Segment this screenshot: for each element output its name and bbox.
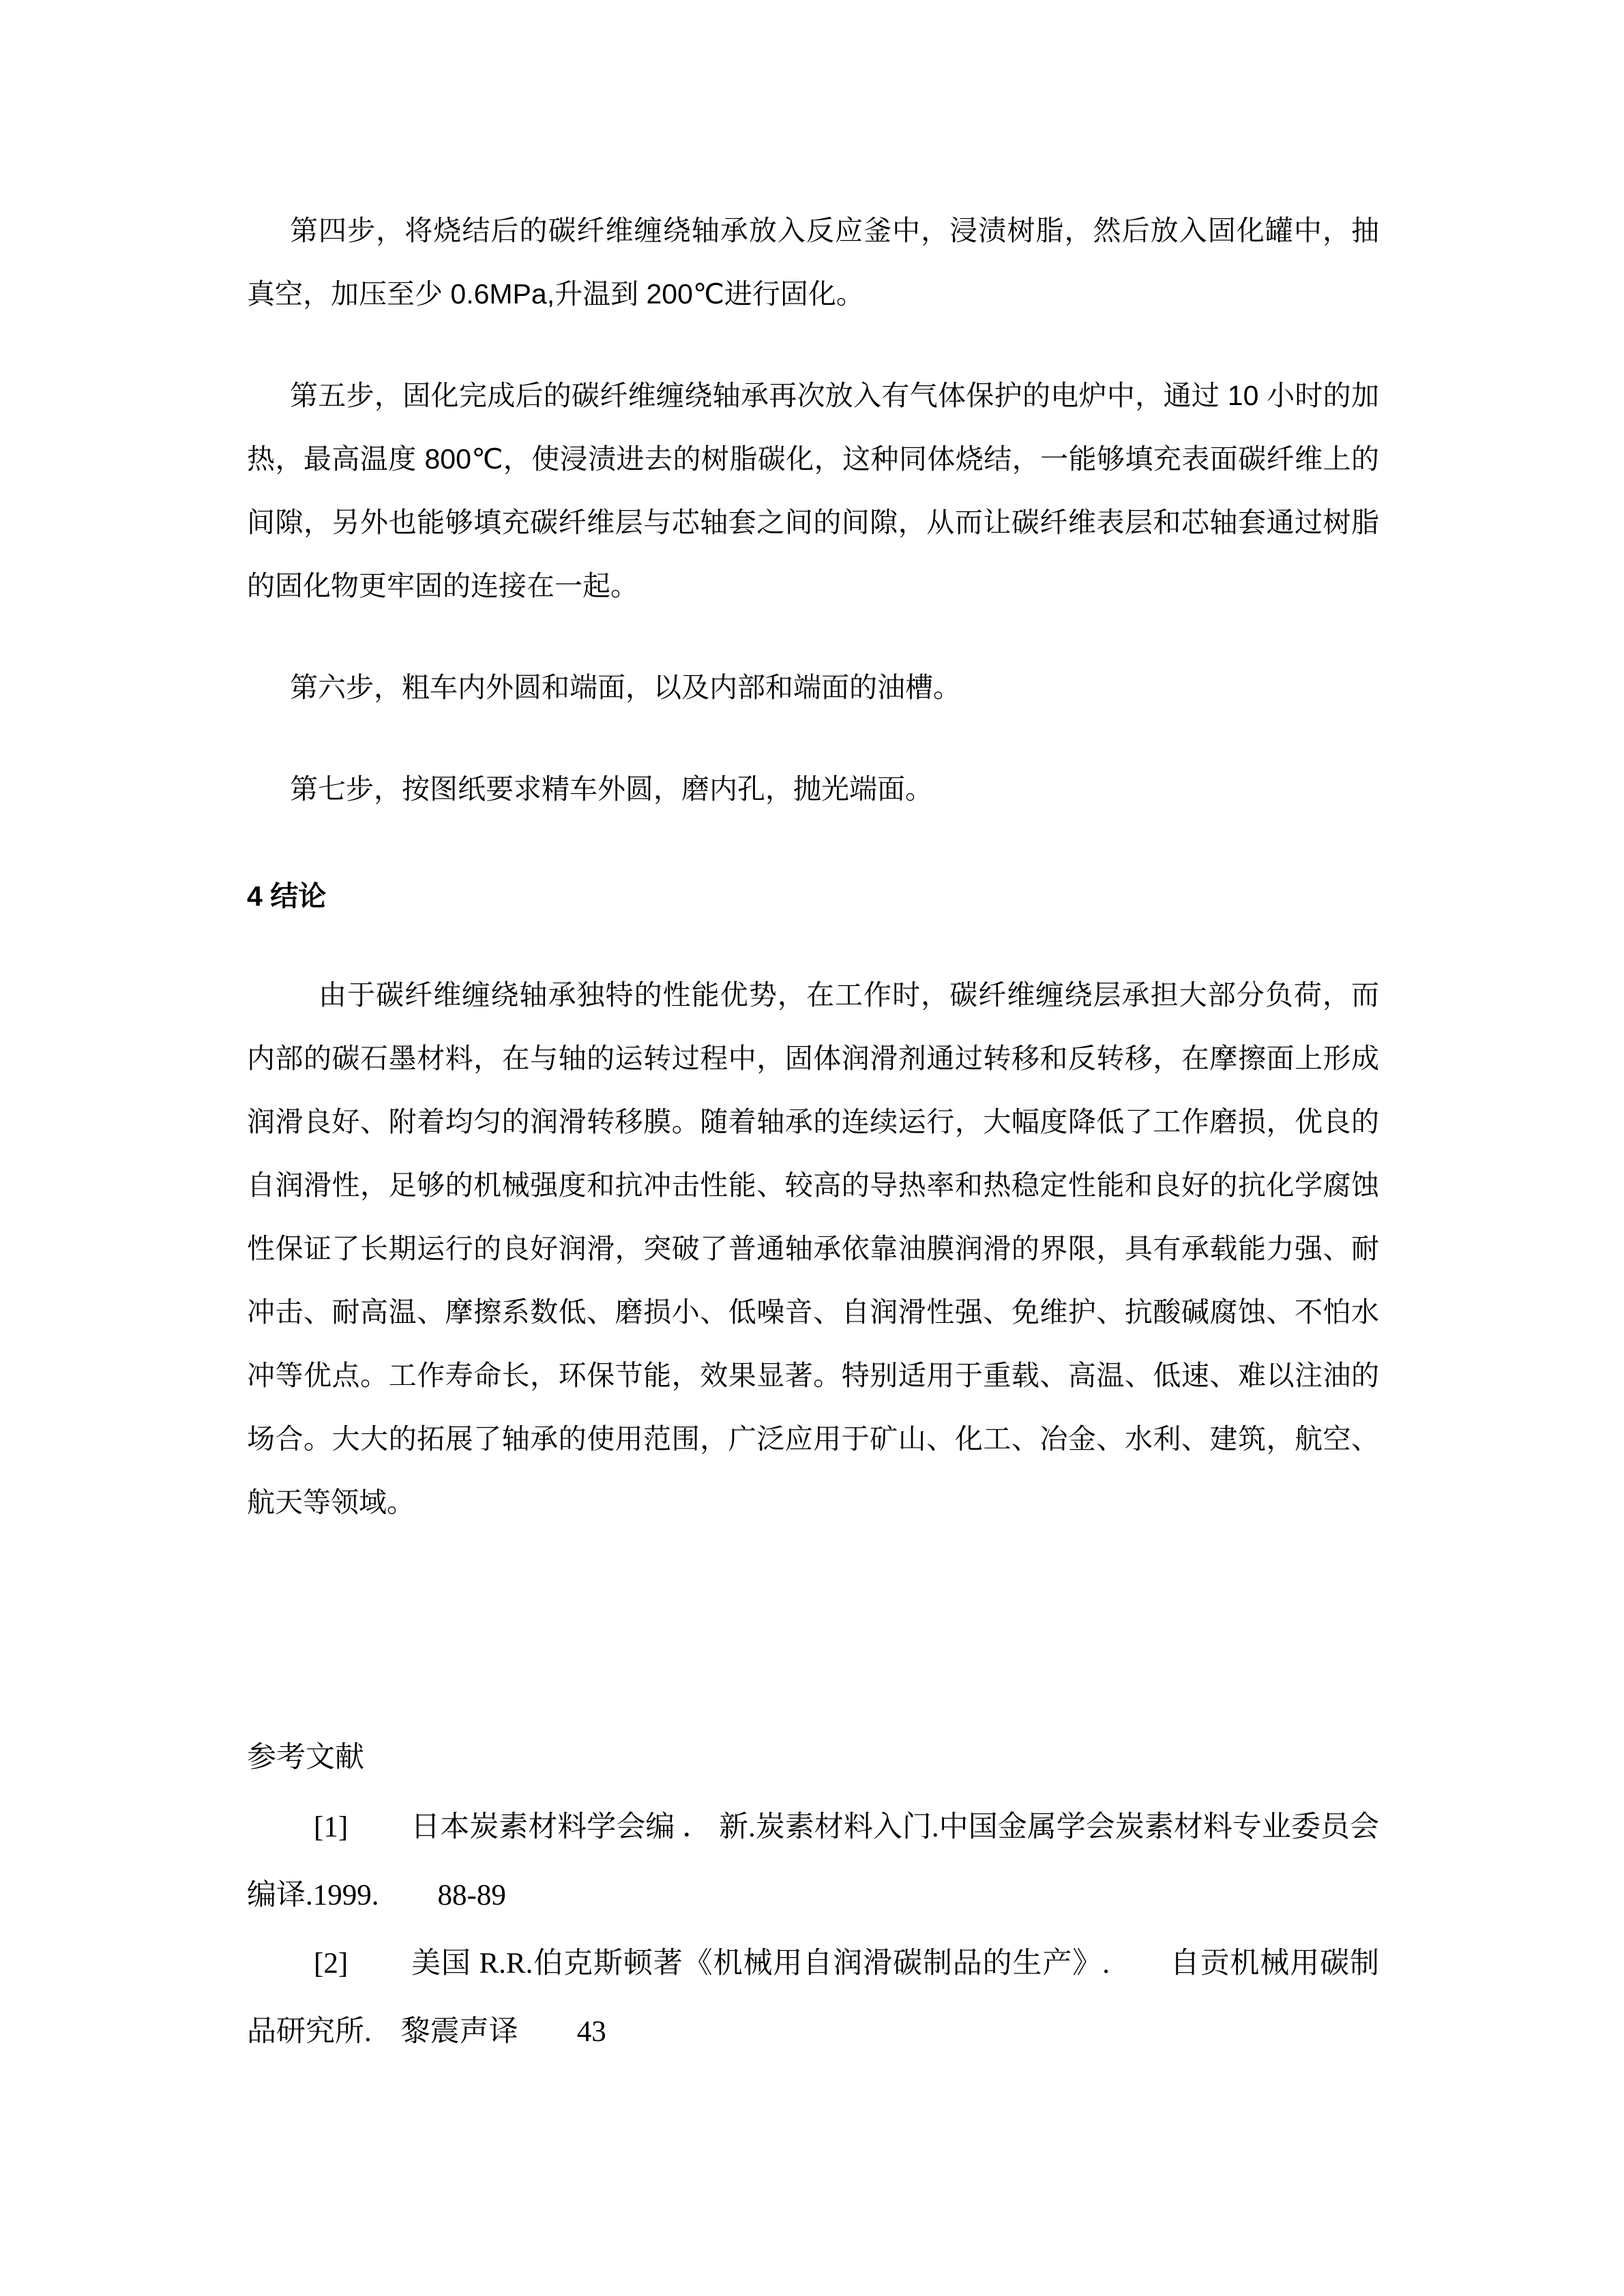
reference-2-text: 美国 R.R.伯克斯顿著《机械用自润滑碳制品的生产》. 自贡机械用碳制品研究所. 黎震声译 43 (247, 1948, 1379, 2048)
paragraph-step-6: 第六步，粗车内外圆和端面，以及内部和端面的油槽。 (290, 672, 961, 703)
reference-1-marker: [1] (314, 1811, 349, 1843)
reference-2-marker: [2] (314, 1948, 349, 1980)
reference-item-1 (247, 1793, 1379, 1930)
paragraph-step-5: 第五步，固化完成后的碳纤维缠绕轴承再次放入有气体保护的电炉中，通过 10 小时的加热，最高温度 800℃，使浸渍进去的树脂碳化，这种同体烧结，一能够填充表面碳纤维上的间隙，另外也能够填充碳纤维层与芯轴套之间的间隙，从而让碳纤维表层和芯轴套通过树脂的固化物更牢固的连接在一起。 (247, 380, 1379, 601)
paragraph-step-4: 第四步，将烧结后的碳纤维缠绕轴承放入反应釜中，浸渍树脂，然后放入固化罐中，抽真空，加压至少 0.6MPa,升温到 200℃进行固化。 (247, 215, 1379, 310)
conclusion-section-heading: 4 结论 (247, 880, 327, 912)
references-section-heading: 参考文献 (247, 1742, 364, 1774)
reference-item-2 (247, 1930, 1379, 2066)
reference-1-text: 日本炭素材料学会编 ． 新.炭素材料入门.中国金属学会炭素材料专业委员会编译.1999. 88-89 (247, 1811, 1379, 1911)
paragraph-step-7: 第七步，按图纸要求精车外圆，磨内孔，抛光端面。 (290, 773, 933, 805)
conclusion-paragraph: 由于碳纤维缠绕轴承独特的性能优势，在工作时，碳纤维缠绕层承担大部分负荷，而内部的碳石墨材料，在与轴的运转过程中，固体润滑剂通过转移和反转移，在摩擦面上形成润滑良好、附着均匀的润滑转移膜。随着轴承的连续运行，大幅度降低了工作磨损，优良的自润滑性，足够的机械强度和抗冲击性能、较高的导热率和热稳定性能和良好的抗化学腐蚀性保证了长期运行的良好润滑，突破了普通轴承依靠油膜润滑的界限，具有承载能力强、耐冲击、耐高温、摩擦系数低、磨损小、低噪音、自润滑性强、免维护、抗酸碱腐蚀、不怕水冲等优点。工作寿命长，环保节能，效果显著。特别适用于重载、高温、低速、难以注油的场合。大大的拓展了轴承的使用范围，广泛应用于矿山、化工、冶金、水利、建筑，航空、航天等领域。 (247, 979, 1379, 1518)
